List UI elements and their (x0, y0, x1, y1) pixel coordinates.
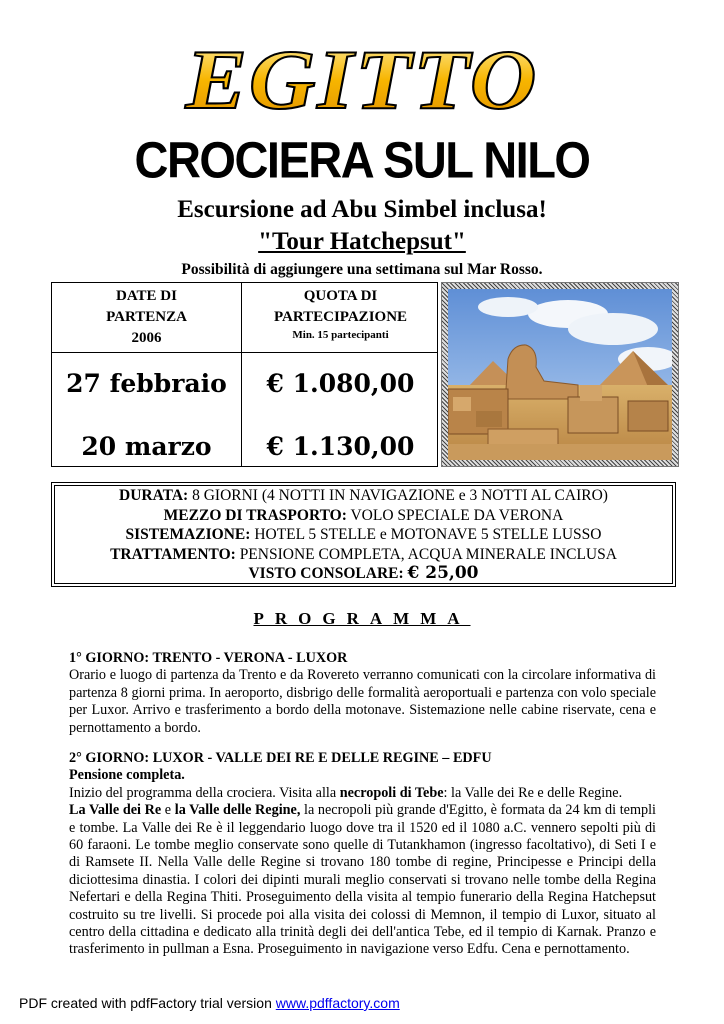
pyramids-photo (441, 282, 679, 467)
logo-text: EGITTO (185, 40, 539, 124)
table-divider-horizontal (52, 352, 437, 353)
day-1-text: Orario e luogo di partenza da Trento e da Rovereto verranno comunicati con la circolare informativa di partenza 8 giorni prima. In aeroporto, disbrigo delle formalità aeroportuali e partenza con volo speciale per Luxor. Arrivo e trasferimento a bordo della motonave. Sistemazione nelle cabine riservate, cena e pernottamento a bordo. (69, 667, 656, 736)
necropoli-di-tebe: necropoli di Tebe (339, 784, 444, 801)
trasporto-label: MEZZO DI TRASPORTO: (163, 506, 347, 524)
durata-value: 8 GIORNI (4 NOTTI IN NAVIGAZIONE e 3 NOTTI AL CAIRO) (188, 487, 608, 504)
egitto-logo (112, 40, 612, 129)
valle-delle-regine: la Valle delle Regine, (174, 802, 301, 819)
header-dates-line1: DATE DI (116, 288, 177, 304)
trattamento-line (52, 545, 675, 565)
day-2-intro (69, 785, 656, 802)
visto-value: € 25,00 (407, 563, 479, 584)
header-price-line1: QUOTA DI (303, 288, 378, 304)
trasporto-value: VOLO SPECIALE DA VERONA (346, 506, 564, 524)
departure-date: 27 febbraio (66, 369, 227, 398)
trattamento-value: PENSIONE COMPLETA, ACQUA MINERALE INCLUSA (235, 545, 617, 563)
pyramids-sphinx-image (448, 289, 672, 460)
sistemazione-value: HOTEL 5 STELLE e MOTONAVE 5 STELLE LUSSO (250, 526, 602, 544)
durata-label: DURATA: (119, 487, 189, 504)
day-2-body-text: la necropoli più grande d'Egitto, è formata da 24 km di templi e tombe. La Valle dei Re è il leggendario luogo dove tra il 1520 ed il 1080 a.C. vennero sepolti più di 60 faraoni. Le tombe meglio conservate sono quelle di Tutankhamon (ingresso facoltativo), di Seti I e di Ramsete II. Nella Valle delle Regine si trovano 180 tombe di regine, Principesse e Principi della diciottesima dinastia. I colori dei dipinti murali meglio conservati si trovano nelle tombe della Regina Nefertari e della Regina Thiti. Proseguimento della visita al tempio funerario della Regina Hatchepsut costruito su tre livelli. Si procede poi alla visita dei colossi di Memnon, il tempio di Luxor, situato al centro della cittadina e dedicato alla trinità degli dei dell'antica Tebe, ed il tempio di Karnak. Pranzo e trasferimento in pullman a Esna. Proseguimento in navigazione verso Edfu. Cena e pernottamento. (69, 802, 656, 958)
day-1-title: 1° GIORNO: TRENTO - VERONA - LUXOR (69, 650, 348, 666)
pdf-footer (19, 995, 400, 1011)
main-title: CROCIERA SUL NILO (134, 130, 590, 189)
trattamento-label: TRATTAMENTO: (110, 545, 236, 563)
header-price-line2: PARTECIPAZIONE (273, 309, 408, 325)
day-2-subtitle: Pensione completa. (69, 767, 185, 784)
header-dates (52, 286, 241, 349)
day-2-intro-text: Inizio del programma della crociera. Visita alla (69, 784, 340, 801)
header-dates-line2: PARTENZA (106, 309, 187, 325)
subtitle-abu-simbel: Escursione ad Abu Simbel inclusa! (177, 196, 547, 223)
sistemazione-label: SISTEMAZIONE: (125, 526, 251, 544)
price: € 1.080,00 (266, 369, 415, 398)
header-dates-year: 2006 (131, 330, 162, 346)
day-1-section (69, 650, 656, 737)
day-2-section (69, 750, 656, 959)
departure-date: 20 marzo (81, 432, 212, 461)
day-2-title: 2° GIORNO: LUXOR - VALLE DEI RE E DELLE REGINE – EDFU (69, 750, 492, 766)
day-2-paragraph (69, 802, 656, 959)
trip-details-box (51, 482, 676, 587)
day-2-intro-end: : la Valle dei Re e delle Regine. (443, 784, 623, 801)
footer-text: PDF created with pdfFactory trial version (19, 995, 276, 1011)
connector-e: e (161, 802, 175, 819)
program-heading: PROGRAMMA (253, 609, 471, 628)
durata-line (52, 486, 675, 506)
dates-price-table (51, 282, 438, 467)
visto-line (52, 564, 675, 584)
tour-name: "Tour Hatchepsut" (258, 228, 466, 255)
visto-label: VISTO CONSOLARE: (248, 565, 404, 583)
subtitle-mar-rosso: Possibilità di aggiungere una settimana sul Mar Rosso. (181, 261, 543, 278)
subtitle-tour-name (0, 228, 724, 256)
valle-dei-re: La Valle dei Re (69, 802, 162, 819)
pdffactory-link[interactable]: www.pdffactory.com (275, 995, 400, 1011)
price: € 1.130,00 (266, 432, 415, 461)
header-price-note: Min. 15 partecipanti (292, 329, 389, 341)
trasporto-line (52, 506, 675, 526)
header-price (242, 286, 439, 342)
sistemazione-line (52, 525, 675, 545)
